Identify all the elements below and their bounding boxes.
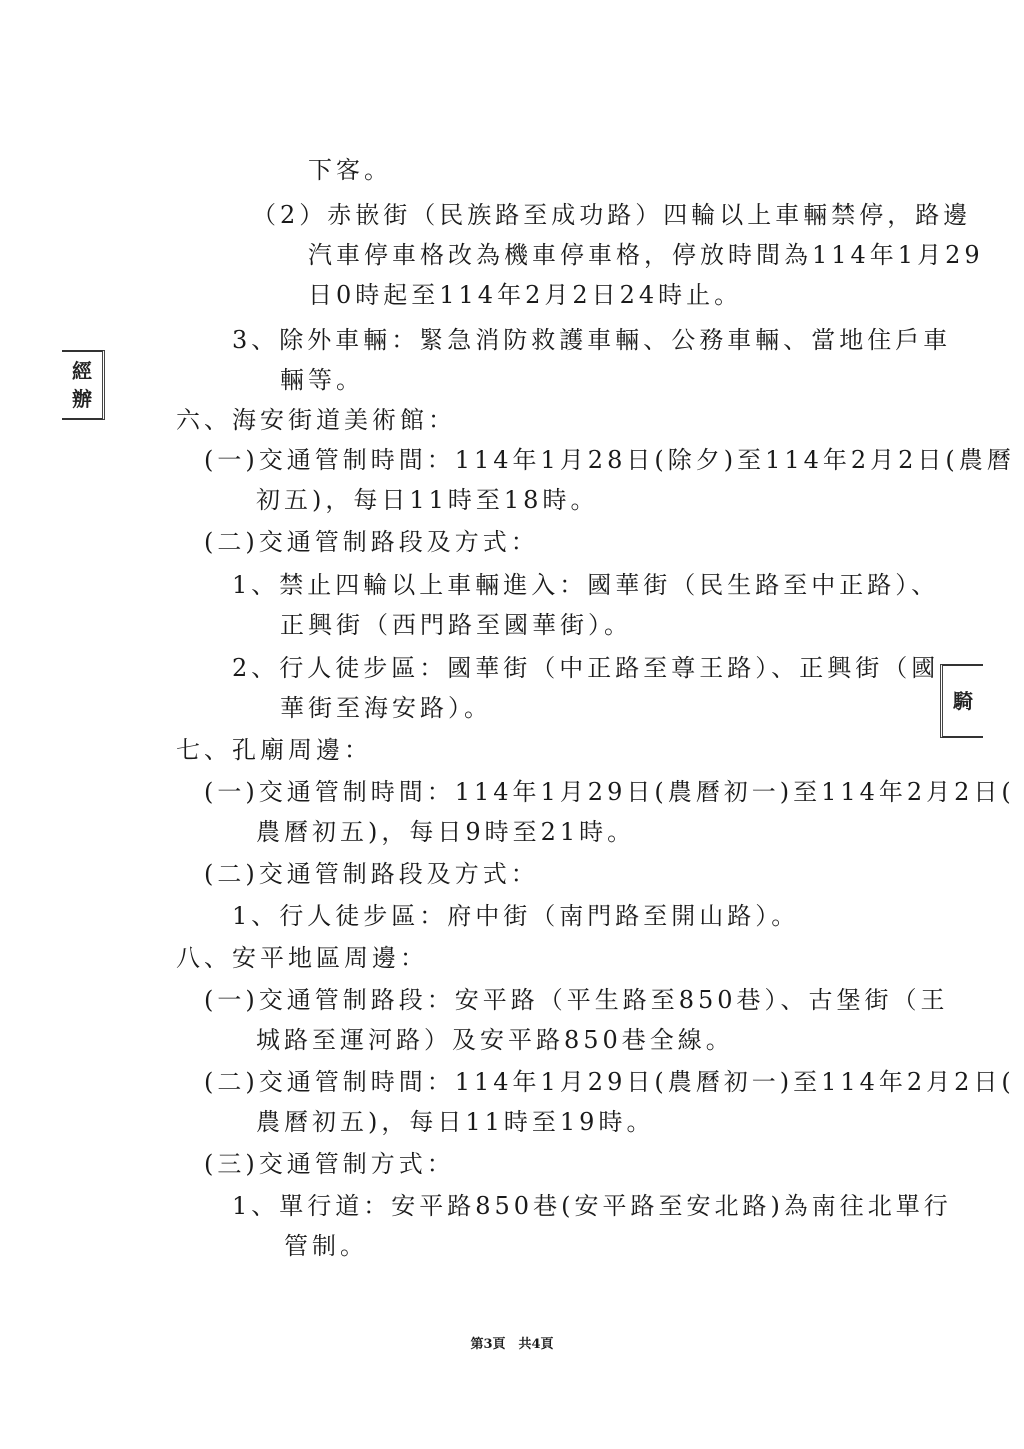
seal-char: 騎: [953, 689, 973, 713]
text-line: 3、除外車輛：緊急消防救護車輛、公務車輛、當地住戶車: [232, 326, 952, 354]
seal-char: 經: [72, 359, 92, 383]
text-line: 1、行人徒步區：府中街（南門路至開山路）。: [232, 902, 800, 930]
text-line: 管制。: [284, 1232, 368, 1260]
page-footer: 第3頁 共4頁: [470, 1337, 554, 1352]
seal-char: 辦: [72, 387, 92, 411]
text-line: 城路至運河路）及安平路850巷全線。: [256, 1026, 734, 1054]
text-line: (一)交通管制時間：114年1月29日(農曆初一)至114年2月2日(: [204, 778, 1015, 806]
text-line: (三)交通管制方式：: [204, 1150, 455, 1178]
text-line: (一)交通管制路段：安平路（平生路至850巷）、古堡街（王: [204, 986, 949, 1014]
section-heading: 七、孔廟周邊：: [176, 736, 372, 764]
text-line: (二)交通管制路段及方式：: [204, 528, 539, 556]
text-line: 初五)，每日11時至18時。: [256, 486, 599, 514]
section-heading: 八、安平地區周邊：: [176, 944, 428, 972]
section-heading: 六、海安街道美術館：: [176, 406, 456, 434]
text-line: 1、禁止四輪以上車輛進入：國華街（民生路至中正路）、: [232, 571, 940, 599]
text-line: 1、單行道：安平路850巷(安平路至安北路)為南往北單行: [232, 1192, 952, 1220]
text-line: (二)交通管制時間：114年1月29日(農曆初一)至114年2月2日(: [204, 1068, 1015, 1096]
stamp-seal-right: [940, 664, 983, 738]
text-line: （2）赤嵌街（民族路至成功路）四輪以上車輛禁停，路邊: [252, 201, 972, 229]
text-line: 2、行人徒步區：國華街（中正路至尊王路）、正興街（國: [232, 654, 940, 682]
stamp-seal-left: [62, 350, 105, 420]
text-line: 正興街（西門路至國華街）。: [280, 611, 632, 639]
text-line: 農曆初五)，每日9時至21時。: [256, 818, 636, 846]
text-line: 華街至海安路）。: [280, 694, 492, 722]
text-line: (一)交通管制時間：114年1月28日(除夕)至114年2月2日(農曆: [204, 446, 1015, 474]
text-line: 農曆初五)，每日11時至19時。: [256, 1108, 655, 1136]
text-line: (二)交通管制路段及方式：: [204, 860, 539, 888]
text-line: 日0時起至114年2月2日24時止。: [308, 281, 743, 309]
text-line: 輛等。: [280, 366, 364, 394]
text-line: 下客。: [308, 156, 392, 184]
text-line: 汽車停車格改為機車停車格，停放時間為114年1月29: [308, 241, 984, 269]
